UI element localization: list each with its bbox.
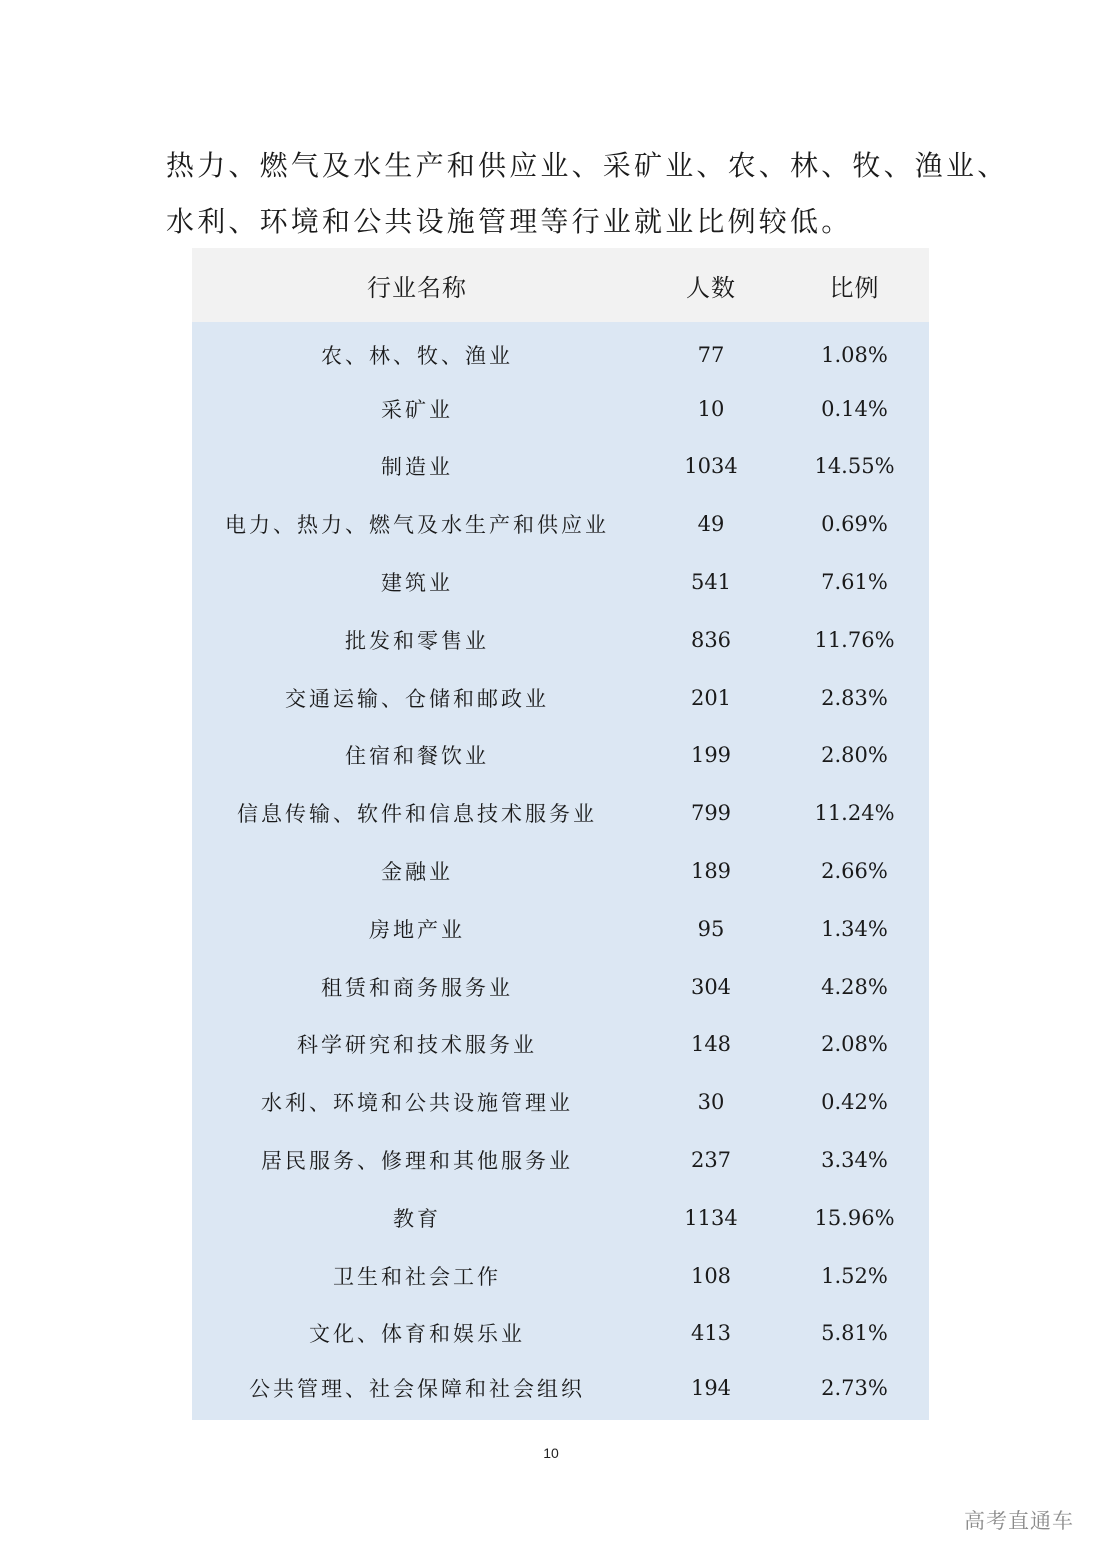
industry-name-cell: 科学研究和技术服务业	[297, 1033, 537, 1058]
table-row	[192, 784, 929, 842]
industry-name-cell: 卫生和社会工作	[333, 1264, 501, 1289]
industry-name-cell: 批发和零售业	[345, 628, 489, 653]
table-row	[192, 1016, 929, 1074]
ratio-cell: 14.55%	[814, 454, 895, 479]
count-cell: 148	[690, 1032, 732, 1057]
industry-name-cell: 农、林、牧、渔业	[321, 343, 513, 368]
industry-name-cell: 住宿和餐饮业	[345, 744, 489, 769]
industry-name-cell: 教育	[393, 1206, 441, 1231]
ratio-cell: 3.34%	[821, 1148, 888, 1173]
count-cell: 49	[697, 512, 725, 537]
table-row	[192, 322, 929, 380]
count-cell: 199	[690, 743, 732, 768]
table-row	[192, 553, 929, 611]
ratio-cell: 2.83%	[821, 685, 888, 710]
ratio-cell: 15.96%	[814, 1205, 895, 1230]
count-cell: 413	[690, 1321, 732, 1346]
industry-name-cell: 文化、体育和娱乐业	[309, 1322, 525, 1347]
table-row	[192, 958, 929, 1016]
ratio-cell: 7.61%	[821, 570, 888, 595]
ratio-cell: 11.24%	[814, 801, 895, 826]
count-cell: 799	[690, 801, 732, 826]
table-row	[192, 727, 929, 785]
industry-name-cell: 水利、环境和公共设施管理业	[261, 1091, 573, 1116]
count-cell: 30	[697, 1090, 725, 1115]
industry-name-cell: 电力、热力、燃气及水生产和供应业	[225, 513, 609, 538]
ratio-cell: 2.66%	[821, 859, 888, 884]
ratio-cell: 11.76%	[814, 627, 895, 652]
table-row	[192, 1305, 929, 1363]
intro-line-2: 水利、环境和公共设施管理等行业就业比例较低。	[166, 205, 853, 238]
watermark-text: 高考直通车	[964, 1509, 1074, 1533]
table-row	[192, 669, 929, 727]
count-cell: 304	[690, 974, 732, 999]
industry-name-cell: 公共管理、社会保障和社会组织	[249, 1377, 585, 1402]
count-cell: 189	[690, 859, 732, 884]
count-cell: 836	[690, 627, 732, 652]
table-row	[192, 611, 929, 669]
count-cell: 237	[690, 1148, 732, 1173]
count-cell: 1134	[684, 1205, 738, 1230]
industry-name-cell: 居民服务、修理和其他服务业	[261, 1149, 573, 1174]
industry-name-cell: 采矿业	[381, 397, 453, 422]
ratio-cell: 0.14%	[821, 396, 888, 421]
table-row	[192, 495, 929, 553]
table-row	[192, 1073, 929, 1131]
industry-name-cell: 房地产业	[369, 917, 465, 942]
table-body	[192, 322, 929, 1420]
count-cell: 1034	[684, 454, 738, 479]
intro-line-1: 热力、燃气及水生产和供应业、采矿业、农、林、牧、渔业、	[166, 149, 1009, 182]
table-row	[192, 900, 929, 958]
column-header-industry-name: 行业名称	[367, 273, 467, 302]
table-row	[192, 380, 929, 438]
industry-name-cell: 租赁和商务服务业	[321, 975, 513, 1000]
count-cell: 77	[697, 342, 725, 367]
table-header-row	[192, 248, 929, 322]
count-cell: 541	[690, 570, 732, 595]
table-header	[192, 248, 929, 322]
table-row	[192, 1131, 929, 1189]
table-row	[192, 842, 929, 900]
count-cell: 201	[690, 685, 732, 710]
industry-name-cell: 信息传输、软件和信息技术服务业	[237, 802, 597, 827]
industry-employment-table	[192, 248, 929, 1420]
column-header-ratio: 比例	[829, 273, 880, 302]
ratio-cell: 1.52%	[821, 1263, 888, 1288]
count-cell: 194	[690, 1376, 732, 1401]
count-cell: 10	[697, 396, 725, 421]
ratio-cell: 1.34%	[821, 916, 888, 941]
ratio-cell: 2.08%	[821, 1032, 888, 1057]
ratio-cell: 0.69%	[821, 512, 888, 537]
table-row	[192, 1247, 929, 1305]
table-row	[192, 438, 929, 496]
industry-name-cell: 制造业	[381, 455, 453, 480]
ratio-cell: 1.08%	[821, 342, 888, 367]
industry-name-cell: 金融业	[381, 860, 453, 885]
intro-paragraph	[166, 138, 1009, 250]
ratio-cell: 4.28%	[821, 974, 888, 999]
table-row	[192, 1362, 929, 1420]
count-cell: 95	[697, 916, 725, 941]
industry-name-cell: 建筑业	[381, 571, 453, 596]
count-cell: 108	[690, 1263, 732, 1288]
column-header-count: 人数	[686, 273, 736, 302]
industry-employment-table-container	[192, 248, 929, 1420]
ratio-cell: 5.81%	[821, 1321, 888, 1346]
page-number: 10	[543, 1445, 559, 1461]
industry-name-cell: 交通运输、仓储和邮政业	[285, 686, 549, 711]
table-row	[192, 1189, 929, 1247]
ratio-cell: 2.80%	[821, 743, 888, 768]
ratio-cell: 2.73%	[821, 1376, 888, 1401]
ratio-cell: 0.42%	[821, 1090, 888, 1115]
